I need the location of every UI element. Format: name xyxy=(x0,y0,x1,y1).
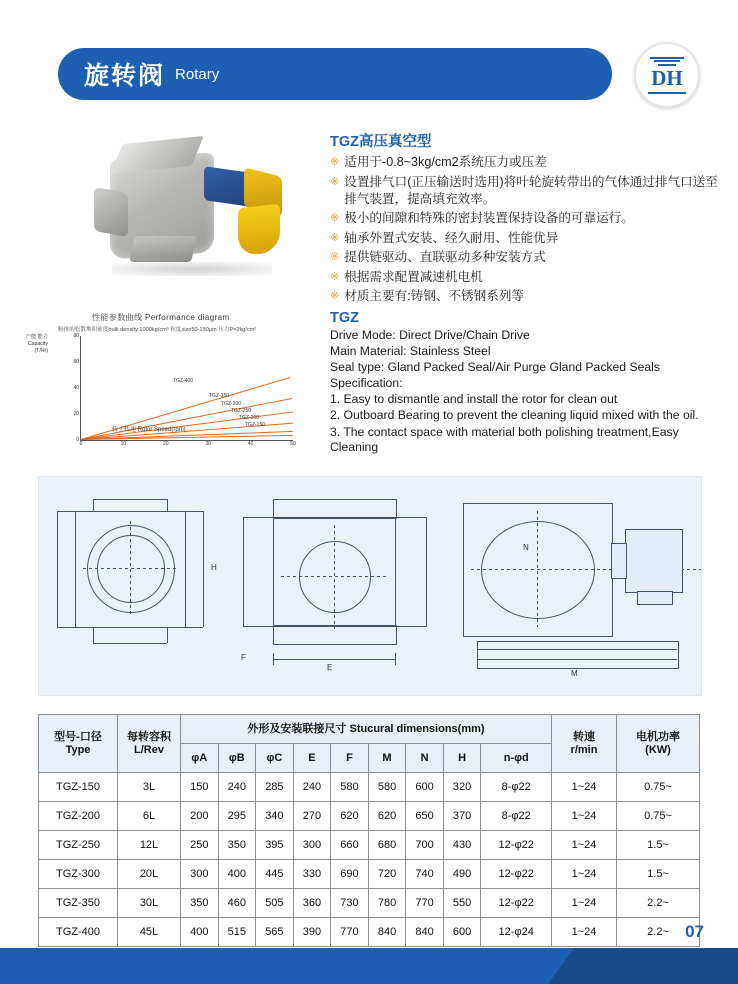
drawing-line xyxy=(93,627,167,628)
col-header-n-phi-d: n-φd xyxy=(481,744,552,773)
drawing-line xyxy=(203,511,204,627)
cell-n: 600 xyxy=(406,773,444,802)
cell-power: 0.75~ xyxy=(617,773,700,802)
drawing-line xyxy=(57,511,58,627)
product-photo xyxy=(92,132,304,292)
col-header-type-cn: 型号-口径 xyxy=(54,730,102,743)
col-header-m: M xyxy=(368,744,406,773)
cell-h: 600 xyxy=(443,918,481,947)
technical-drawing-panel xyxy=(38,476,702,696)
cell-n: 770 xyxy=(406,889,444,918)
col-header-h: H xyxy=(443,744,481,773)
cell-m: 580 xyxy=(368,773,406,802)
drawing-coupling-rect xyxy=(611,543,627,579)
chart-ytick: 80 xyxy=(73,333,79,339)
cell-type: TGZ-400 xyxy=(39,918,118,947)
cell-phi-b: 400 xyxy=(218,860,256,889)
bullet-icon: ※ xyxy=(330,156,340,168)
col-header-phi-a: φA xyxy=(181,744,219,773)
cell-type: TGZ-150 xyxy=(39,773,118,802)
cell-speed: 1~24 xyxy=(552,918,617,947)
cell-phi-a: 150 xyxy=(181,773,219,802)
col-header-type xyxy=(39,715,118,773)
chart-series-label: TGZ-400 xyxy=(173,378,194,384)
bullet-icon: ※ xyxy=(330,212,340,224)
drawing-line xyxy=(93,643,167,644)
cell-e: 330 xyxy=(293,860,331,889)
cell-m: 720 xyxy=(368,860,406,889)
cell-phi-a: 250 xyxy=(181,831,219,860)
drawing-line xyxy=(273,517,274,625)
col-header-phi-b: φB xyxy=(218,744,256,773)
cell-phi-a: 350 xyxy=(181,889,219,918)
feature-text: 材质主要有:铸钢、不锈钢系列等 xyxy=(344,289,525,303)
cell-phi-b: 350 xyxy=(218,831,256,860)
spec-title: TGZ xyxy=(330,310,359,326)
drawing-line xyxy=(395,517,396,625)
cell-type: TGZ-250 xyxy=(39,831,118,860)
col-header-power xyxy=(617,715,700,773)
drawing-line xyxy=(395,653,396,665)
feature-list xyxy=(330,154,730,308)
cell-n-phi-d: 12-φ22 xyxy=(481,889,552,918)
drawing-dimension-m: M xyxy=(571,669,578,678)
drawing-line xyxy=(167,627,168,643)
drawing-front-view xyxy=(221,477,451,695)
chart-ylabel: 产能 能力 Capacity (T/Hr) xyxy=(25,334,48,354)
bullet-icon: ※ xyxy=(330,251,340,263)
chart-series-label: TGZ-200 xyxy=(239,415,260,421)
cell-phi-c: 445 xyxy=(256,860,294,889)
drawing-dimension-line xyxy=(273,659,395,660)
cell-f: 770 xyxy=(331,918,369,947)
col-header-power-cn: 电机功率 xyxy=(636,730,680,743)
cell-speed: 1~24 xyxy=(552,860,617,889)
footer-accent xyxy=(548,948,738,984)
cell-speed: 1~24 xyxy=(552,889,617,918)
list-item xyxy=(330,230,730,247)
col-header-phi-c: φC xyxy=(256,744,294,773)
col-header-f: F xyxy=(331,744,369,773)
specification-table xyxy=(38,714,700,947)
cell-h: 320 xyxy=(443,773,481,802)
cell-m: 840 xyxy=(368,918,406,947)
page-title-chinese: 旋转阀 xyxy=(84,62,166,90)
drawing-dimension-e: E xyxy=(327,663,333,672)
drawing-motor-base-rect xyxy=(637,591,673,605)
col-header-speed-cn: 转速 xyxy=(573,730,595,743)
cell-n: 650 xyxy=(406,802,444,831)
col-header-dimensions-group: 外形及安装联接尺寸 Stucural dimensions(mm) xyxy=(181,715,552,744)
spec-line: Specification: xyxy=(330,376,403,391)
cell-m: 680 xyxy=(368,831,406,860)
table-head xyxy=(39,715,700,773)
valve-side-flange-shape xyxy=(94,187,128,237)
valve-outlet-flange-shape xyxy=(129,236,197,262)
drawing-baseplate-rect xyxy=(477,641,679,669)
spec-line: Seal type: Gland Packed Seal/Air Purge Gland Packed Seals xyxy=(330,360,660,375)
drawing-line xyxy=(477,649,677,650)
drawing-dimension-f: F xyxy=(241,653,246,662)
chart-series-label: TGZ-350 xyxy=(209,393,230,399)
logo-inner xyxy=(641,50,693,100)
drawing-line xyxy=(75,511,76,627)
company-logo xyxy=(634,42,700,108)
cell-h: 370 xyxy=(443,802,481,831)
drawing-line xyxy=(93,627,94,643)
drawing-rotor-circle xyxy=(299,541,371,613)
cell-phi-b: 295 xyxy=(218,802,256,831)
drawing-top-view xyxy=(451,477,701,695)
spec-line: 2. Outboard Bearing to prevent the cleaning liquid mixed with the oil. xyxy=(330,408,699,423)
cell-capacity: 3L xyxy=(118,773,181,802)
cell-speed: 1~24 xyxy=(552,802,617,831)
footer-bar xyxy=(0,948,738,984)
bullet-icon: ※ xyxy=(330,175,340,188)
drawing-housing-circle xyxy=(481,521,595,619)
product-title: TGZ高压真空型 xyxy=(330,134,432,150)
cell-power: 0.75~ xyxy=(617,802,700,831)
cell-e: 270 xyxy=(293,802,331,831)
cell-f: 580 xyxy=(331,773,369,802)
table-row xyxy=(39,860,700,889)
col-header-speed xyxy=(552,715,617,773)
drawing-centerline xyxy=(130,521,131,615)
drawing-dimension-n: N xyxy=(523,543,529,552)
list-item xyxy=(330,174,730,208)
chart-xtick: 40 xyxy=(247,441,254,447)
cell-phi-b: 515 xyxy=(218,918,256,947)
cell-type: TGZ-350 xyxy=(39,889,118,918)
list-item xyxy=(330,288,730,305)
col-header-power-en: (KW) xyxy=(645,743,671,756)
drawing-motor-rect xyxy=(625,529,683,593)
chart-ytick: 40 xyxy=(73,385,79,391)
spec-text-block xyxy=(330,328,730,456)
cell-h: 430 xyxy=(443,831,481,860)
drawing-line xyxy=(167,499,168,511)
cell-f: 730 xyxy=(331,889,369,918)
chart-series-line xyxy=(81,398,292,440)
cell-capacity: 20L xyxy=(118,860,181,889)
chart-xlabel: 转子转速 Rotor Speed(rpm) xyxy=(112,427,186,433)
spec-line: 1. Easy to dismantle and install the rotor for clean out xyxy=(330,392,618,407)
col-header-n: N xyxy=(406,744,444,773)
chart-xtick: 20 xyxy=(163,441,169,447)
cell-e: 300 xyxy=(293,831,331,860)
cell-h: 490 xyxy=(443,860,481,889)
chart-xtick: 50 xyxy=(290,441,296,447)
col-header-e: E xyxy=(293,744,331,773)
table-row xyxy=(39,918,700,947)
page-number: 07 xyxy=(685,922,704,941)
drawing-side-view xyxy=(39,477,221,695)
page-title-english: Rotary xyxy=(175,65,220,83)
logo-stripes-icon xyxy=(650,57,684,66)
table-row xyxy=(39,773,700,802)
cell-power: 2.2~ xyxy=(617,889,700,918)
col-header-capacity xyxy=(118,715,181,773)
chart-subtitle: 粉体的松散堆积密度bulk density 1000kg/cm³ 粒度size50-150μm 压力P=2kg/cm² xyxy=(58,327,257,333)
drawing-outlet-rect xyxy=(273,625,397,645)
drawing-centerline xyxy=(537,511,538,627)
col-header-speed-en: r/min xyxy=(570,743,598,756)
table-row xyxy=(39,889,700,918)
drawing-line xyxy=(273,653,274,665)
chart-title: 性能参数曲线 Performance diagram xyxy=(92,313,230,322)
cell-type: TGZ-300 xyxy=(39,860,118,889)
bullet-icon: ※ xyxy=(330,270,340,283)
chart-series-label: TGZ-300 xyxy=(221,401,242,407)
drawing-line xyxy=(93,499,167,500)
chart-xtick: 30 xyxy=(205,441,211,447)
table-row xyxy=(39,802,700,831)
cell-phi-c: 565 xyxy=(256,918,294,947)
feature-text: 极小的间隙和特殊的密封装置保持设备的可靠运行。 xyxy=(344,211,634,225)
cell-power: 1.5~ xyxy=(617,860,700,889)
drawing-centerline xyxy=(334,525,335,629)
col-header-capacity-cn: 每转容积 xyxy=(127,730,171,743)
chart-ytick: 60 xyxy=(73,359,79,365)
cell-n: 740 xyxy=(406,860,444,889)
drawing-line xyxy=(185,511,186,627)
feature-text: 根据需求配置减速机电机 xyxy=(344,269,483,284)
col-header-capacity-en: L/Rev xyxy=(134,743,164,756)
cell-n: 840 xyxy=(406,918,444,947)
cell-f: 620 xyxy=(331,802,369,831)
chart-xtick: 10 xyxy=(120,441,127,447)
drawing-line xyxy=(477,659,677,660)
table-body xyxy=(39,773,700,947)
cell-n-phi-d: 8-φ22 xyxy=(481,773,552,802)
drawing-inlet-rect xyxy=(273,499,397,519)
performance-chart xyxy=(25,312,312,472)
list-item xyxy=(330,154,730,171)
cell-speed: 1~24 xyxy=(552,773,617,802)
cell-m: 780 xyxy=(368,889,406,918)
chart-xtick: 0 xyxy=(79,441,83,447)
cell-capacity: 30L xyxy=(118,889,181,918)
valve-chain-guard-shape xyxy=(238,204,280,256)
table-header-row-1 xyxy=(39,715,700,744)
cell-n: 700 xyxy=(406,831,444,860)
cell-h: 550 xyxy=(443,889,481,918)
cell-capacity: 45L xyxy=(118,918,181,947)
feature-text: 设置排气口(正压输送时选用)将叶轮旋转带出的气体通过排气口送至排气装置，提高填充效率。 xyxy=(344,174,718,206)
chart-ytick: 20 xyxy=(73,411,79,417)
cell-capacity: 12L xyxy=(118,831,181,860)
logo-text: DH xyxy=(651,65,683,90)
cell-capacity: 6L xyxy=(118,802,181,831)
feature-text: 适用于-0.8~3kg/cm2系统压力或压差 xyxy=(344,155,547,169)
cell-phi-c: 285 xyxy=(256,773,294,802)
table-row xyxy=(39,831,700,860)
cell-power: 2.2~ xyxy=(617,918,700,947)
cell-m: 620 xyxy=(368,802,406,831)
cell-power: 1.5~ xyxy=(617,831,700,860)
feature-text: 轴承外置式安装、经久耐用、性能优异 xyxy=(344,230,559,245)
page-header-banner xyxy=(58,48,612,100)
cell-phi-c: 505 xyxy=(256,889,294,918)
bullet-icon: ※ xyxy=(330,290,340,302)
cell-n-phi-d: 12-φ22 xyxy=(481,860,552,889)
cell-e: 390 xyxy=(293,918,331,947)
cell-phi-a: 400 xyxy=(181,918,219,947)
list-item xyxy=(330,210,730,227)
specification-table-wrapper xyxy=(38,714,700,947)
spec-line: 3. The contact space with material both polishing treatment,Easy Cleaning xyxy=(330,424,679,455)
drawing-line xyxy=(93,499,94,511)
cell-phi-a: 200 xyxy=(181,802,219,831)
bullet-icon: ※ xyxy=(330,231,340,244)
drawing-line xyxy=(57,511,203,512)
list-item xyxy=(330,269,730,286)
cell-phi-c: 340 xyxy=(256,802,294,831)
cell-f: 660 xyxy=(331,831,369,860)
cell-type: TGZ-200 xyxy=(39,802,118,831)
list-item xyxy=(330,249,730,266)
photo-shadow xyxy=(112,262,272,276)
feature-text: 提供链驱动、直联驱动多种安装方式 xyxy=(344,250,546,264)
chart-series-label: TGZ-150 xyxy=(245,422,266,428)
spec-line: Main Material: Stainless Steel xyxy=(330,344,491,359)
drawing-circle-inner xyxy=(97,535,165,603)
logo-underline xyxy=(648,92,686,94)
cell-e: 240 xyxy=(293,773,331,802)
drawing-dimension-h: H xyxy=(211,563,217,572)
cell-n-phi-d: 12-φ22 xyxy=(481,831,552,860)
cell-speed: 1~24 xyxy=(552,831,617,860)
chart-series-label: TGZ-250 xyxy=(231,408,252,414)
cell-phi-b: 240 xyxy=(218,773,256,802)
cell-e: 360 xyxy=(293,889,331,918)
spec-line: Drive Mode: Direct Drive/Chain Drive xyxy=(330,328,530,342)
cell-phi-a: 300 xyxy=(181,860,219,889)
cell-n-phi-d: 8-φ22 xyxy=(481,802,552,831)
cell-f: 690 xyxy=(331,860,369,889)
cell-n-phi-d: 12-φ24 xyxy=(481,918,552,947)
chart-ytick: 0 xyxy=(76,437,79,443)
cell-phi-c: 395 xyxy=(256,831,294,860)
col-header-type-en: Type xyxy=(65,743,91,756)
cell-phi-b: 460 xyxy=(218,889,256,918)
